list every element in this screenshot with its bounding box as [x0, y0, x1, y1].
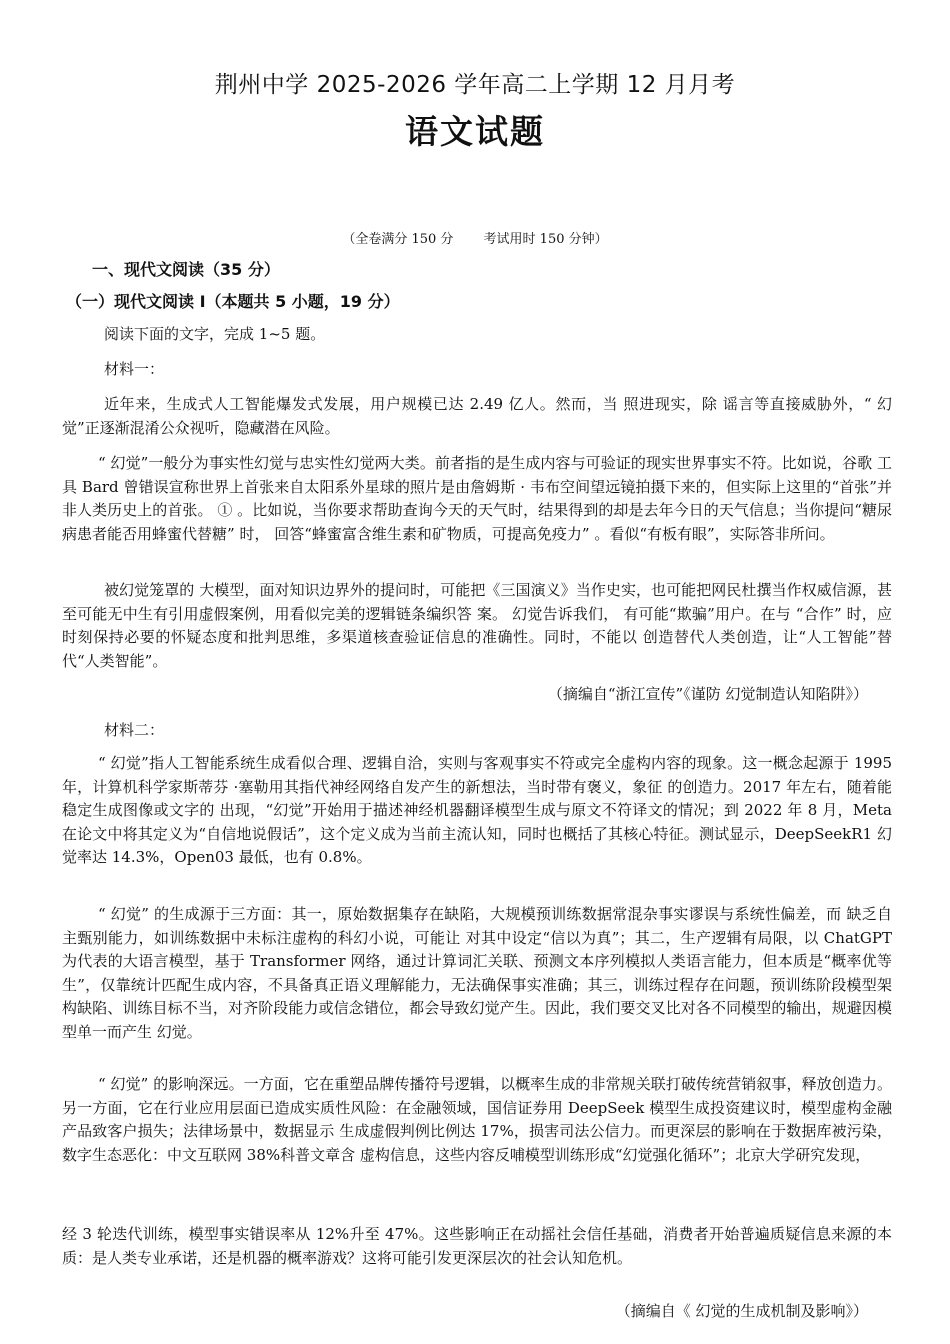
material2-paragraph-2: “ 幻觉” 的生成源于三方面：其一，原始数据集存在缺陷，大规模预训练数据常混杂事实谬误与系统性偏差，而 缺乏自主甄别能力，如训练数据中未标注虚构的科幻小说，可能让 对其中设定“信以为真”；其二，生产逻辑有局限，以 ChatGPT 为代表的大语言模型，基于 Transformer 网络，通过计算词汇关联、预测文本序列模拟人类语言能力，但本质是“概率优等生”，仅靠统计匹配生成内容，不具备真正语义理解能力，无法确保事实准确；其三，训练过程存在问题，预训练阶段模型架构缺陷、训练目标不当，对齐阶段能力或信念错位，都会导致幻觉产生。因此，我们要交叉比对各不同模型的输出，规避因模型单一而产生 幻觉。	[62, 905, 892, 1041]
material1-paragraph-3: 被幻觉笼罩的 大模型，面对知识边界外的提问时，可能把《三国演义》当作史实，也可能把网民杜撰当作权威信源，甚至可能无中生有引用虚假案例，用看似完美的逻辑链条编织答 案。 幻觉告诉我们， 有可能“欺骗”用户。在与 “合作” 时，应时刻保持必要的怀疑态度和批判思维，多渠道核查验证信息的准确性。同时，不能以 创造替代人类创造，让“人工智能”替代“人类智能”。	[62, 581, 892, 670]
section-heading: 一、现代文阅读（35 分）	[92, 260, 280, 279]
material2-paragraph-3: “ 幻觉” 的影响深远。一方面，它在重塑品牌传播符号逻辑，以概率生成的非常规关联打破传统营销叙事，释放创造力。另一方面，它在行业应用层面已造成实质性风险：在金融领域，国信证券用 DeepSeek 模型生成投资建议时，模型虚构金融产品致客户损失；法律场景中，数据显示 生成虚假判例比例达 17%，损害司法公信力。而更深层的影响在于数据库被污染，数字生态恶化：中文互联网 38%科普文章含 虚构信息，这些内容反哺模型训练形成“幻觉强化循环”；北京大学研究发现，	[62, 1075, 892, 1164]
material2-label: 材料二：	[104, 721, 165, 739]
material1-paragraph-1: 近年来，生成式人工智能爆发式发展，用户规模已达 2.49 亿人。然而，当 照进现实，除 谣言等直接威胁外，“ 幻觉”正逐渐混淆公众视听，隐藏潜在风险。	[62, 395, 892, 437]
material1-paragraph-2: “ 幻觉”一般分为事实性幻觉与忠实性幻觉两大类。前者指的是生成内容与可验证的现实世界事实不符。比如说，谷歌 工具 Bard 曾错误宣称世界上首张来自太阳系外星球的照片是由詹姆斯 · 韦布空间望远镜拍摄下来的，但实际上这里的“首张”并非人类历史上的首张。 ① 。比如说，当你要求帮助查询今天的天气时，结果得到的却是去年今日的天气信息；当你提问“糖尿病患者能否用蜂蜜代替糖” 时， 回答“蜂蜜富含维生素和矿物质，可提高免疫力” 。看似“有板有眼”，实际答非所问。	[62, 454, 892, 543]
exam-title: 荆州中学 2025-2026 学年高二上学期 12 月月考	[214, 72, 736, 98]
exam-meta: （全卷满分 150 分 考试用时 150 分钟）	[342, 232, 608, 247]
instruction: 阅读下面的文字，完成 1~5 题。	[104, 325, 326, 343]
material1-label: 材料一：	[104, 360, 165, 378]
material2-paragraph-1: “ 幻觉”指人工智能系统生成看似合理、逻辑自洽，实则与客观事实不符或完全虚构内容的现象。这一概念起源于 1995 年，计算机科学家斯蒂芬 ·塞勒用其指代神经网络自发产生的新想法，当时带有褒义，象征 的创造力。2017 年左右，随着能稳定生成图像或文字的 出现，“幻觉”开始用于描述神经机器翻译模型生成与原文不符译文的情况；到 2022 年 8 月，Meta 在论文中将其定义为“自信地说假话”，这个定义成为当前主流认知，同时也概括了其核心特征。测试显示，DeepSeekR1 幻觉率达 14.3%，Open03 最低，也有 0.8%。	[62, 754, 892, 866]
sub-section-heading: （一）现代文阅读 Ⅰ（本题共 5 小题，19 分）	[66, 292, 400, 311]
material2-source: （摘编自《 幻觉的生成机制及影响》）	[615, 1302, 868, 1320]
exam-subtitle: 语文试题	[405, 112, 545, 151]
material2-paragraph-4: 经 3 轮迭代训练，模型事实错误率从 12%升至 47%。这些影响正在动摇社会信任基础，消费者开始普遍质疑信息来源的本质：是人类专业承诺，还是机器的概率游戏？这将可能引发更深层次的社会认知危机。	[62, 1225, 892, 1267]
material1-source: （摘编自“浙江宣传”《谨防 幻觉制造认知陷阱》）	[547, 685, 868, 703]
